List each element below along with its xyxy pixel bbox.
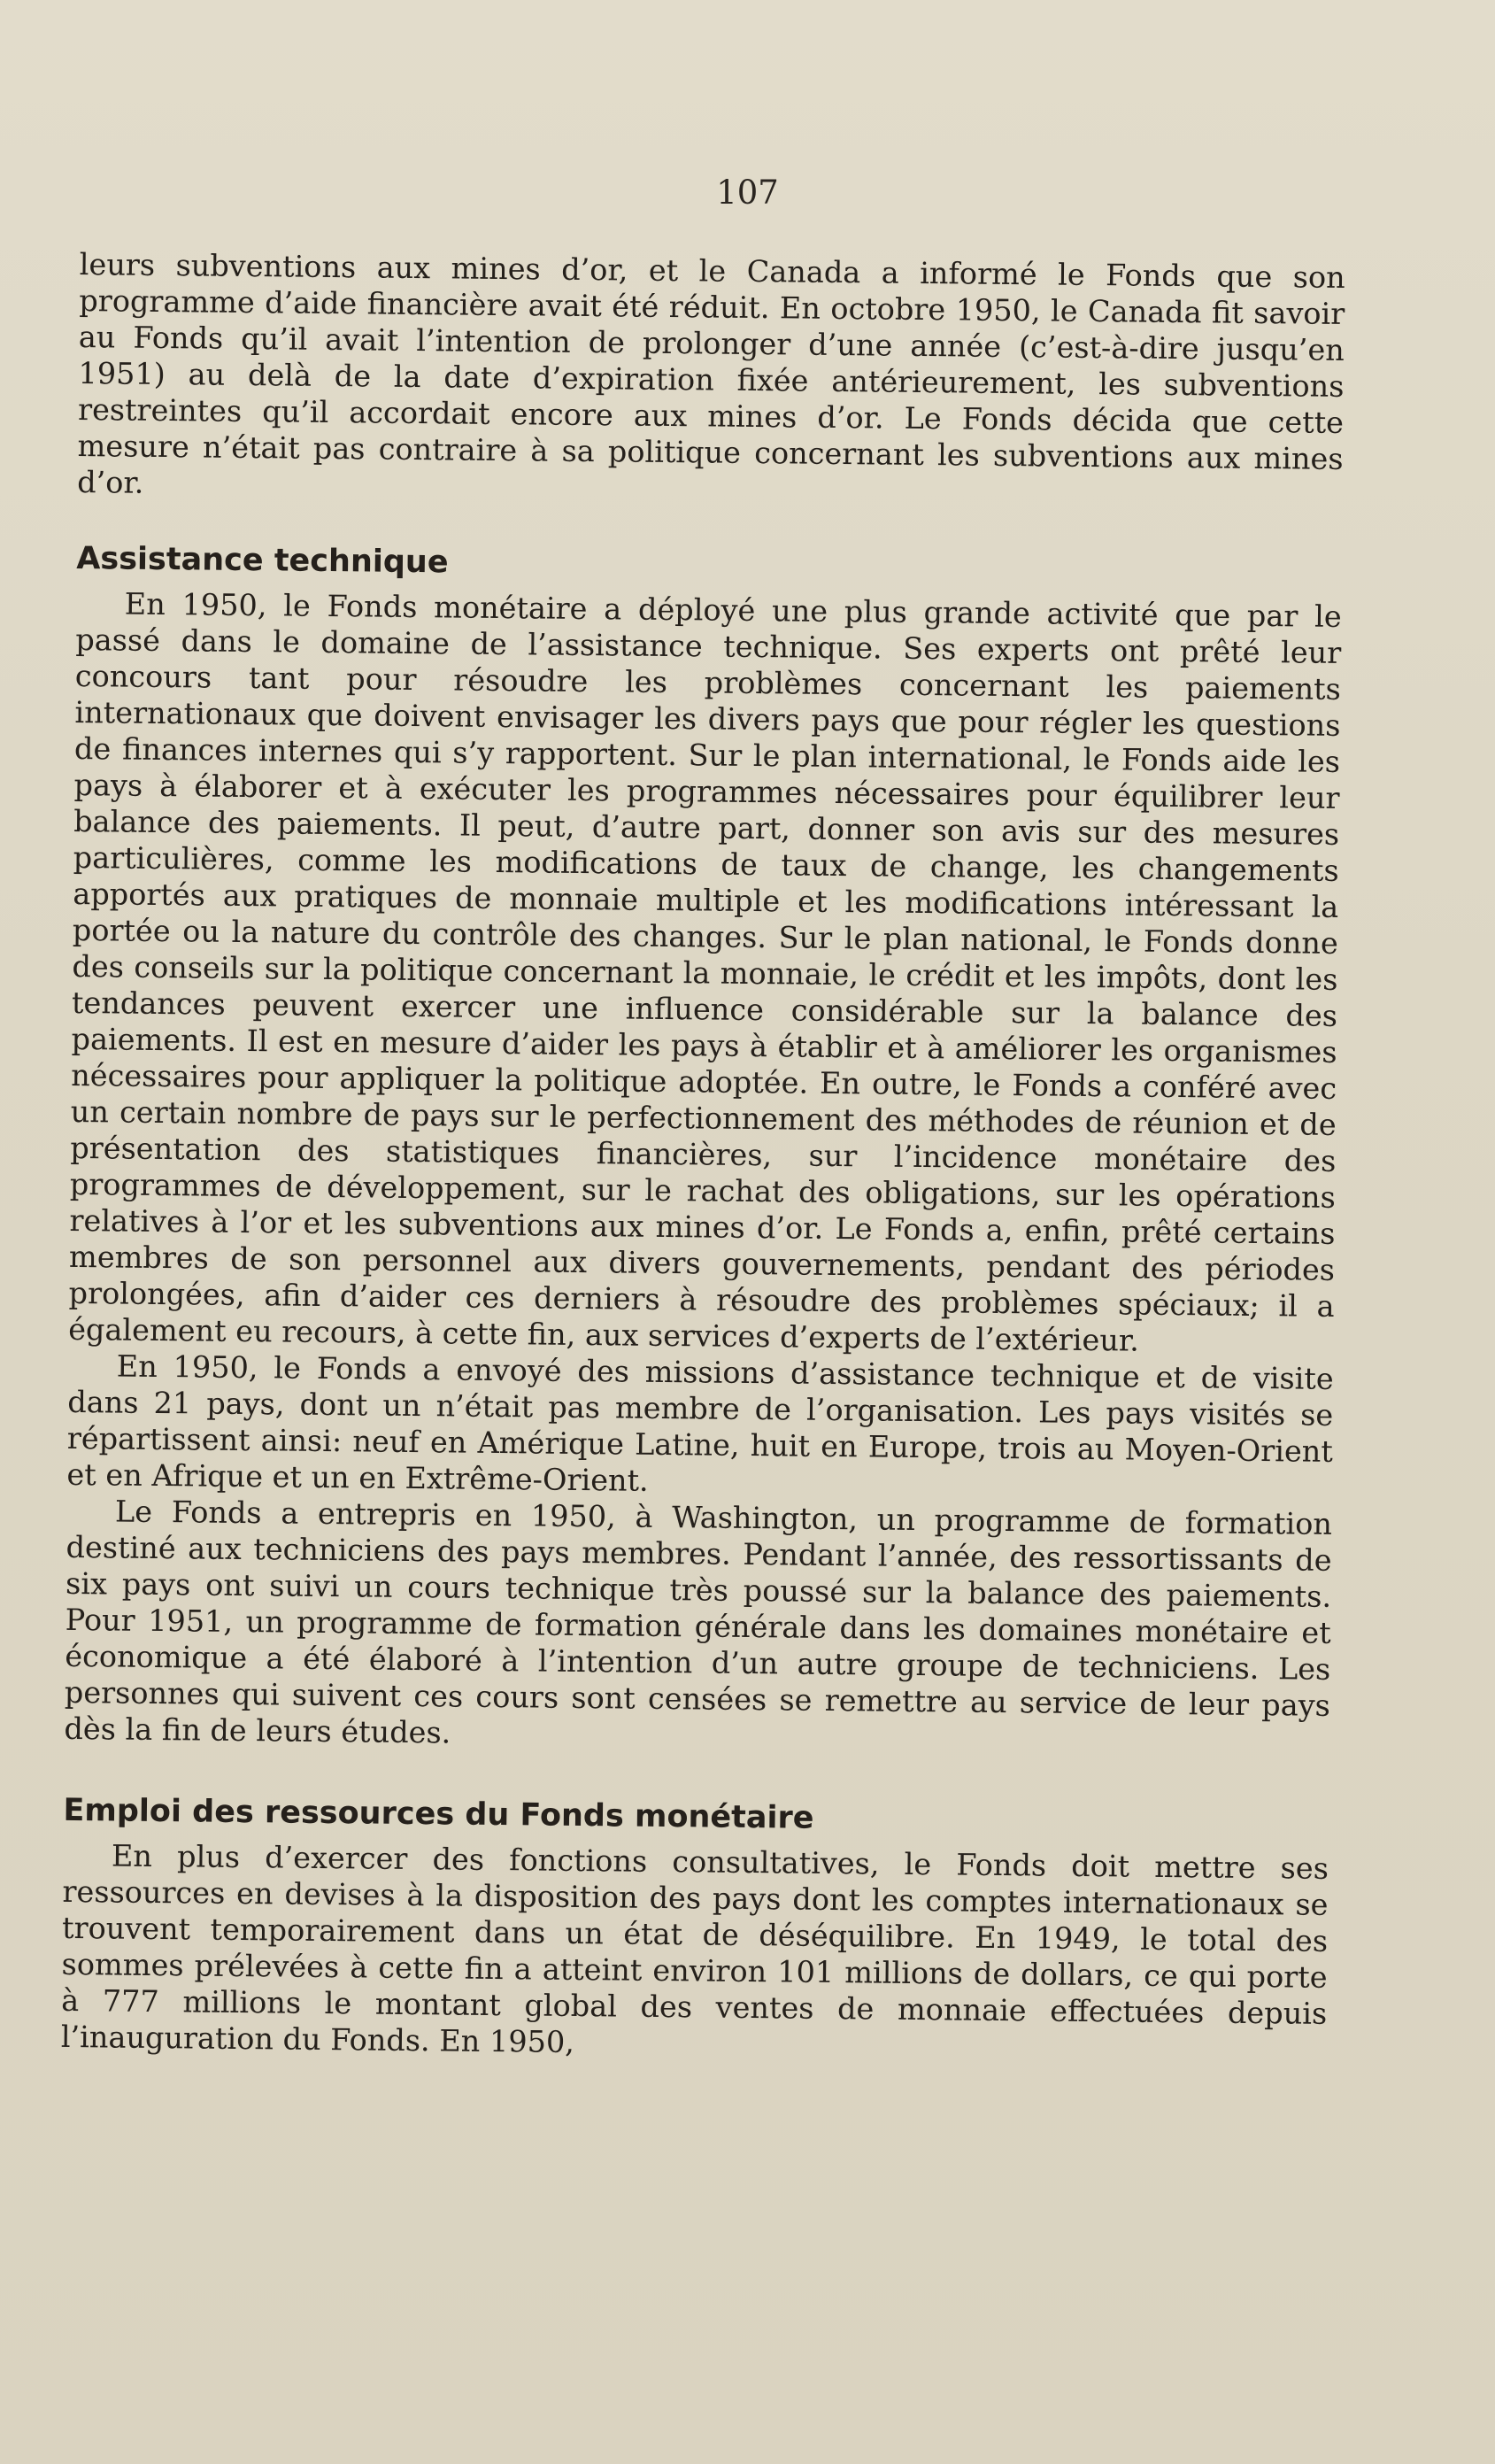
section-heading-emploi-ressources: Emploi des ressources du Fonds monétaire [63, 1792, 814, 1836]
intro-paragraph: leurs subventions aux mines d’or, et le Canada a informé le Fonds que son programme d’aide financière avait été réduit. En octobre 1950, le Canada fit savoir au Fonds qu’il avait l’intention de prolonger d’une année (c’est-à-dire jusqu’en 1951) au delà de la date d’expiration fixée antérieurement, les subventions restreintes qu’il accordait encore aux mines d’or. Le Fonds décida que cette mesure n’était pas contraire à sa politique concernant les subventions aux mines d’or. [77, 246, 1345, 500]
paragraph-emploi-1: En plus d’exercer des fonctions consultatives, le Fonds doit mettre ses ressources en devises à la disposition des pays dont les comptes internationaux se trouvent temporairement dans un état de déséquilibre. En 1949, le total des sommes prélevées à cette fin a atteint environ 101 millions de dollars, ce qui porte à 777 millions le montant global des ventes de monnaie effectuées depuis l’inauguration du Fonds. En 1950, [60, 1838, 1329, 2059]
paragraph-assistance-2: En 1950, le Fonds a envoyé des missions d’assistance technique et de visite dans 21 pays, dont un n’était pas membre de l’organisation. Les pays visités se répartissent ainsi: neuf en Amérique Latine, huit en Europe, trois au Moyen-Orient et en Afrique et un en Extrême-Orient. [66, 1348, 1334, 1498]
section-heading-assistance-technique: Assistance technique [76, 540, 449, 581]
page-number: 107 [716, 174, 779, 212]
page-body [61, 246, 1345, 2068]
paragraph-assistance-1: En 1950, le Fonds monétaire a déployé une plus grande activité que par le passé dans le domaine de l’assistance technique. Ses experts ont prêté leur concours tant pour résoudre les problèmes concernant les paiements internationaux que doivent envisager les divers pays que pour régler les questions de finances internes qui s’y rapportent. Sur le plan international, le Fonds aide les pays à élaborer et à exécuter les programmes nécessaires pour équilibrer leur balance des paiements. Il peut, d’autre part, donner son avis sur des mesures particulières, comme les modifications de taux de change, les changements apportés aux pratiques de monnaie multiple et les modifications intéressant la portée ou la nature du contrôle des changes. Sur le plan national, le Fonds donne des conseils sur la politique concernant la monnaie, le crédit et les impôts, dont les tendances peuvent exercer une influence considérable sur la balance des paiements. Il est en mesure d’aider les pays à établir et à améliorer les organismes nécessaires pour appliquer la politique adoptée. En outre, le Fonds a conféré avec un certain nombre de pays sur le perfectionnement des méthodes de réunion et de présentation des statistiques financières, sur l’incidence monétaire des programmes de développement, sur le rachat des obligations, sur les opérations relatives à l’or et les subventions aux mines d’or. Le Fonds a, enfin, prêté certains membres de son personnel aux divers gouvernements, pendant des périodes prolongées, afin d’aider ces derniers à résoudre des problèmes spéciaux; il a également eu recours, à cette fin, aux services d’experts de l’extérieur. [67, 586, 1342, 1358]
paragraph-assistance-3: Le Fonds a entrepris en 1950, à Washington, un programme de formation destiné aux techniciens des pays membres. Pendant l’année, des ressortissants de six pays ont suivi un cours technique très poussé sur la balance des paiements. Pour 1951, un programme de formation générale dans les domaines monétaire et économique a été élaboré à l’intention d’un autre groupe de techniciens. Les personnes qui suivent ces cours sont censées se remettre au service de leur pays dès la fin de leurs études. [64, 1494, 1333, 1750]
